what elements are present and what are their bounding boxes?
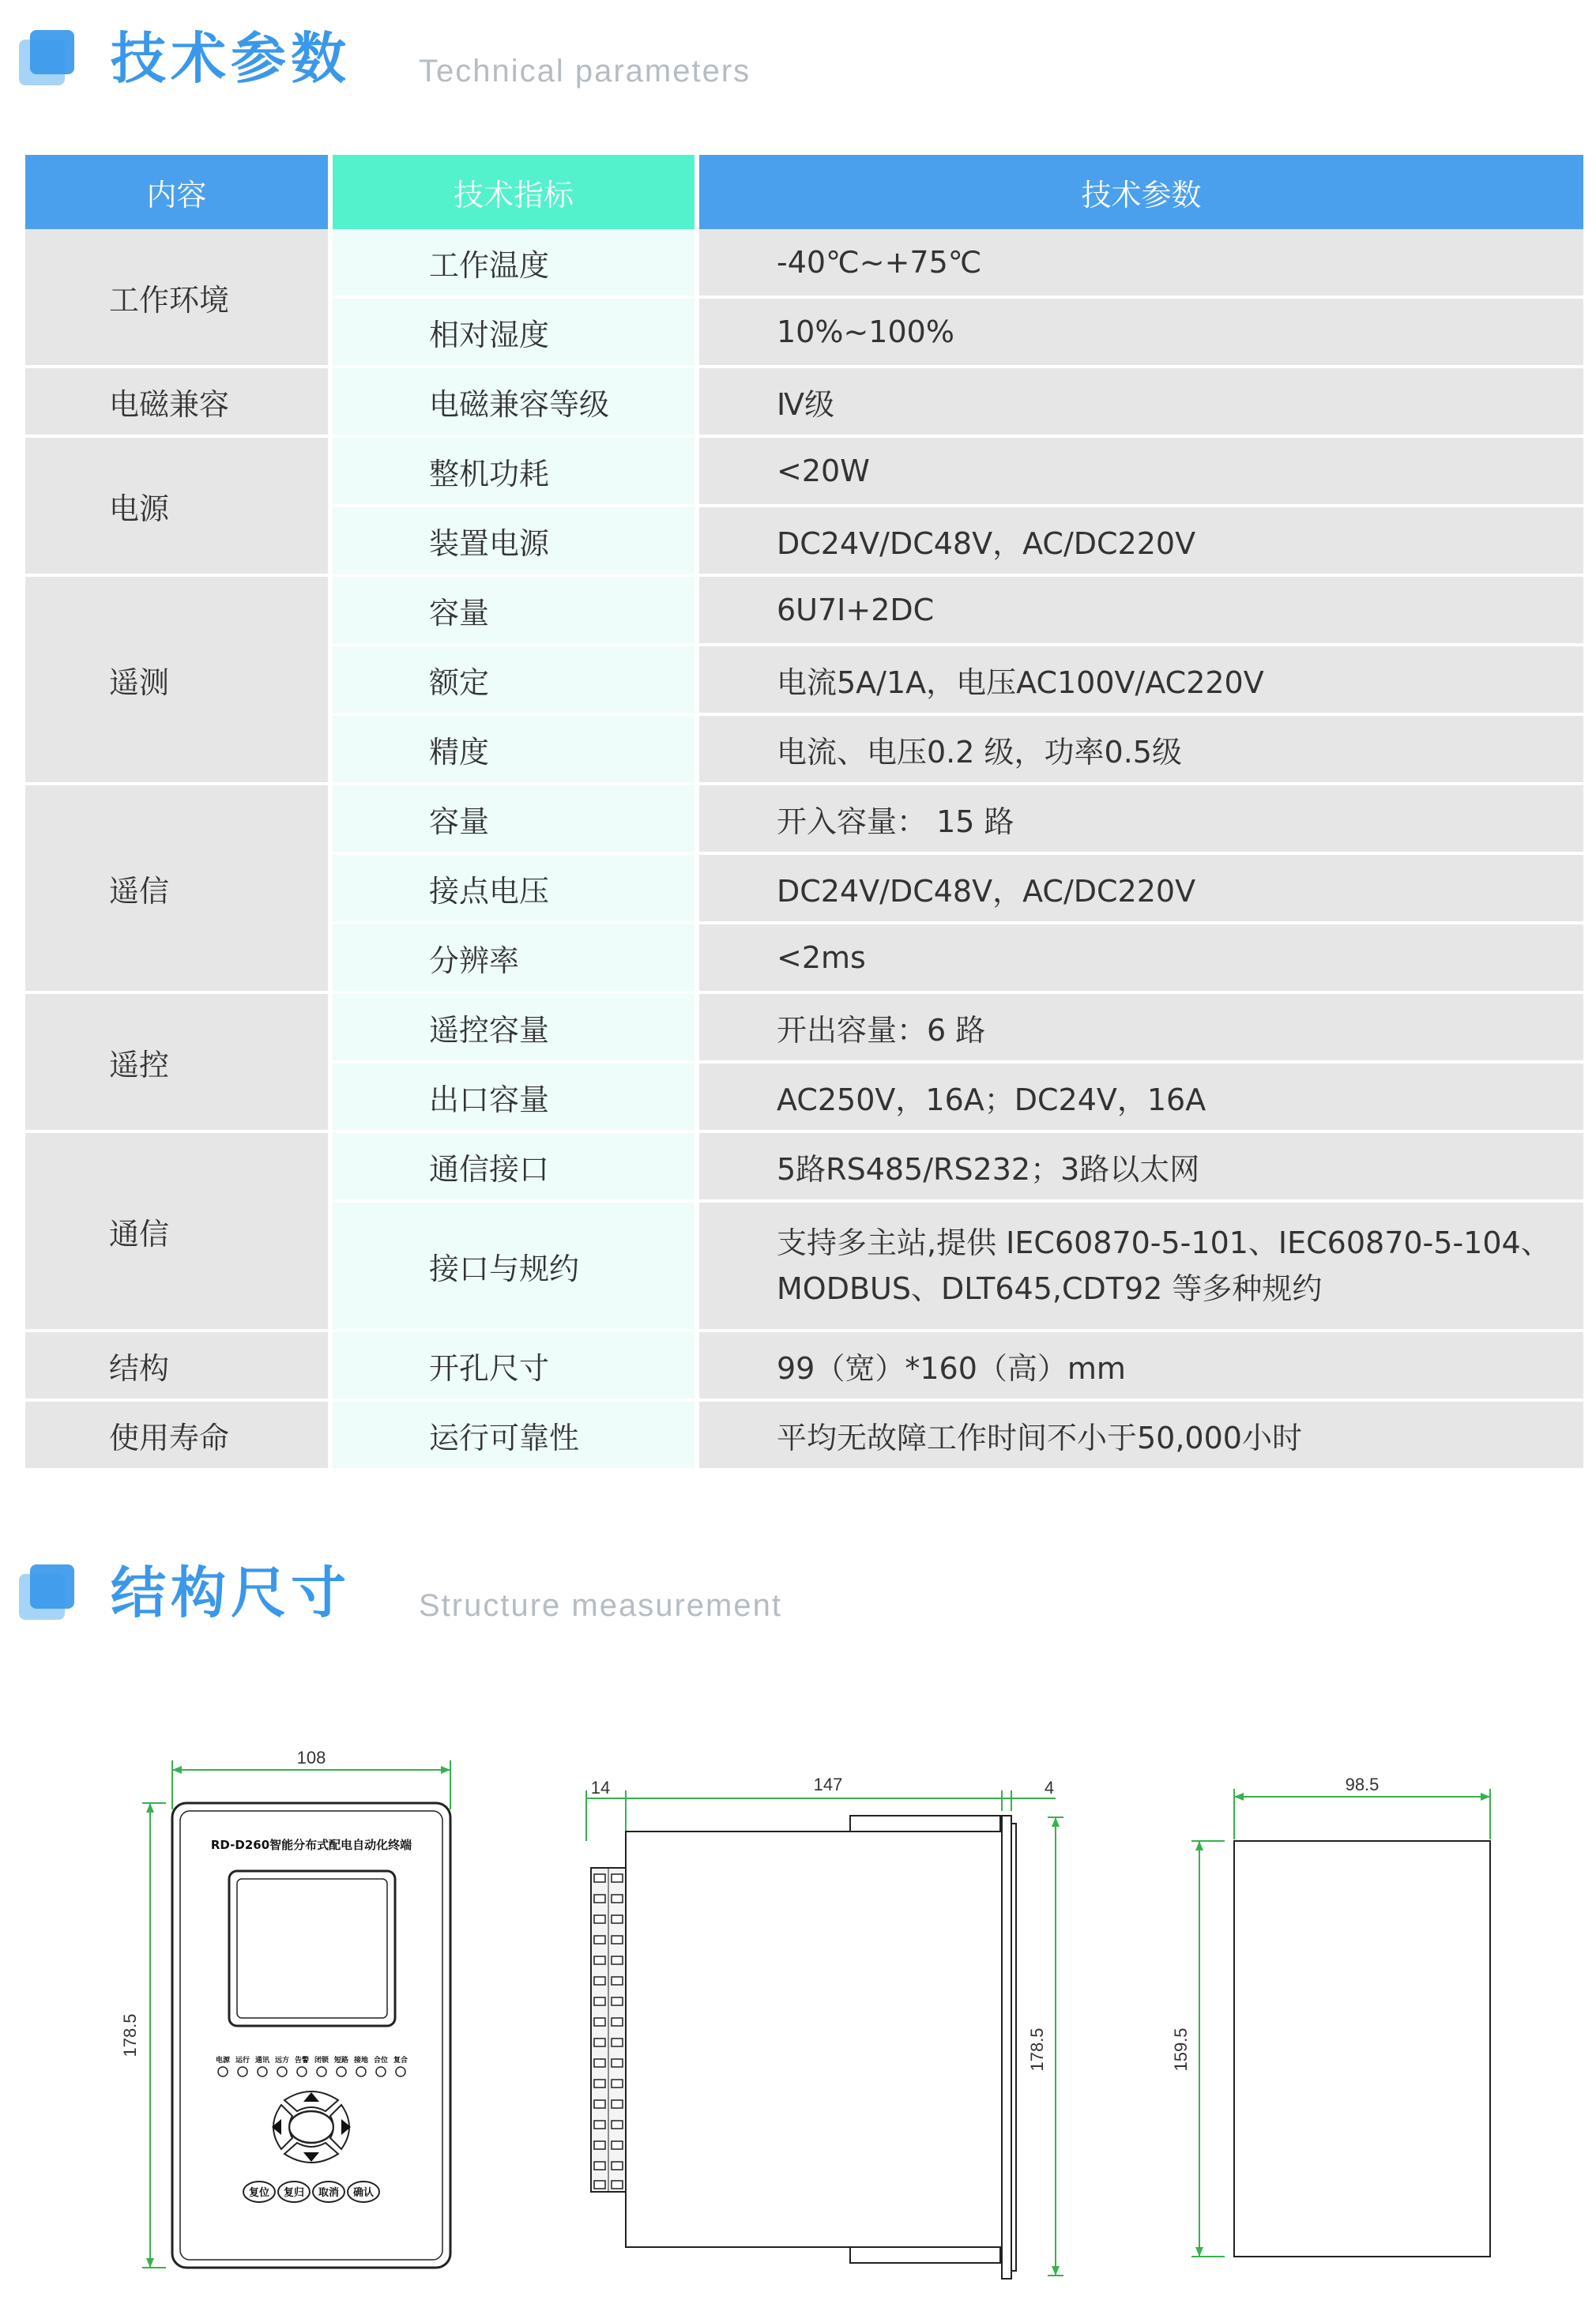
category-cell: 遥信 xyxy=(25,784,330,992)
device-title: RD-D260智能分布式配电自动化终端 xyxy=(210,1838,412,1852)
category-cell: 电源 xyxy=(25,436,330,575)
front-height-label: 178.5 xyxy=(120,2013,140,2057)
indicator-label: 通讯 xyxy=(254,2057,270,2065)
indicator-label: 闭锁 xyxy=(314,2057,329,2065)
cutout-drawing xyxy=(1234,1841,1490,2257)
table-row xyxy=(25,575,1583,645)
value-cell: 开出容量：6 路 xyxy=(697,992,1583,1062)
key-reset-label: 复位 xyxy=(248,2187,270,2199)
category-cell: 遥测 xyxy=(25,575,330,784)
section-structure-header xyxy=(0,1550,1596,1637)
indicator-label: 复合 xyxy=(393,2057,408,2065)
table-row xyxy=(25,784,1583,853)
value-cell: 5路RS485/RS232；3路以太网 xyxy=(697,1131,1583,1201)
header-content: 内容 xyxy=(25,155,330,229)
value-cell: <2ms xyxy=(697,923,1583,992)
section-subtitle: Structure measurement xyxy=(419,1588,782,1623)
value-cell: 10%~100% xyxy=(697,297,1583,367)
key-cancel-label: 取消 xyxy=(318,2187,340,2199)
indicator-cell: 运行可靠性 xyxy=(330,1400,697,1470)
value-cell: 电流5A/1A，电压AC100V/AC220V xyxy=(697,645,1583,714)
indicator-cell: 装置电源 xyxy=(330,506,697,575)
section-square-icon xyxy=(19,30,74,85)
indicator-cell: 整机功耗 xyxy=(330,436,697,506)
cutout-width-label: 98.5 xyxy=(1345,1775,1380,1794)
parameters-table xyxy=(25,155,1583,1471)
structure-drawings xyxy=(0,1722,1596,2301)
indicator-label: 合位 xyxy=(373,2057,389,2065)
indicator-label: 远方 xyxy=(274,2057,290,2065)
value-cell: -40℃~+75℃ xyxy=(697,229,1583,297)
indicator-cell: 通信接口 xyxy=(330,1131,697,1201)
indicator-label: 电源 xyxy=(215,2057,231,2065)
category-cell: 通信 xyxy=(25,1131,330,1331)
indicator-cell: 容量 xyxy=(330,575,697,645)
value-cell: Ⅳ级 xyxy=(697,367,1583,436)
side-left-label: 14 xyxy=(590,1778,611,1798)
category-cell: 结构 xyxy=(25,1331,330,1400)
side-view-drawing xyxy=(591,1816,1016,2279)
header-parameter: 技术参数 xyxy=(697,155,1583,229)
section-square-icon xyxy=(19,1564,74,1620)
indicator-cell: 接口与规约 xyxy=(330,1201,697,1331)
lcd-screen xyxy=(229,1871,395,2026)
table-row xyxy=(25,229,1583,297)
section-technical-parameters-header xyxy=(0,16,1596,103)
value-cell: 6U7I+2DC xyxy=(697,575,1583,645)
side-depth-label: 147 xyxy=(813,1775,843,1794)
table-row xyxy=(25,1131,1583,1201)
key-confirm-label: 确认 xyxy=(352,2187,375,2199)
indicator-cell: 容量 xyxy=(330,784,697,853)
indicator-cell: 电磁兼容等级 xyxy=(330,367,697,436)
indicator-cell: 相对湿度 xyxy=(330,297,697,367)
front-panel-drawing xyxy=(172,1803,450,2268)
structure-drawings-svg xyxy=(0,1722,1596,2301)
table-row xyxy=(25,436,1583,506)
indicator-cell: 工作温度 xyxy=(330,229,697,297)
table-row xyxy=(25,992,1583,1062)
value-cell: 电流、电压0.2 级，功率0.5级 xyxy=(697,714,1583,784)
category-cell: 工作环境 xyxy=(25,229,330,367)
indicator-cell: 分辨率 xyxy=(330,923,697,992)
value-cell: <20W xyxy=(697,436,1583,506)
side-height-label: 178.5 xyxy=(1027,2027,1047,2072)
value-cell: 99（宽）*160（高）mm xyxy=(697,1331,1583,1400)
value-cell: 开入容量： 15 路 xyxy=(697,784,1583,853)
category-cell: 电磁兼容 xyxy=(25,367,330,436)
indicator-cell: 接点电压 xyxy=(330,853,697,923)
section-subtitle: Technical parameters xyxy=(419,54,751,88)
key-return-label: 复归 xyxy=(283,2187,305,2199)
indicator-cell: 遥控容量 xyxy=(330,992,697,1062)
section-title: 技术参数 xyxy=(111,26,351,91)
value-cell: DC24V/DC48V，AC/DC220V xyxy=(697,853,1583,923)
indicator-cell: 额定 xyxy=(330,645,697,714)
table-row xyxy=(25,1400,1583,1470)
category-cell: 遥控 xyxy=(25,992,330,1131)
indicator-cell: 开孔尺寸 xyxy=(330,1331,697,1400)
indicator-cell: 出口容量 xyxy=(330,1062,697,1131)
cutout-height-label: 159.5 xyxy=(1171,2027,1191,2072)
value-cell: 支持多主站,提供 IEC60870-5-101、IEC60870-5-104、MODBUS、DLT645,CDT92 等多种规约 xyxy=(697,1201,1583,1331)
indicator-label: 短路 xyxy=(333,2057,349,2065)
value-cell: 平均无故障工作时间不小于50,000小时 xyxy=(697,1400,1583,1470)
indicator-label: 告警 xyxy=(294,2057,310,2065)
table-row xyxy=(25,367,1583,436)
indicator-label: 运行 xyxy=(235,2057,250,2065)
category-cell: 使用寿命 xyxy=(25,1400,330,1470)
front-width-label: 108 xyxy=(296,1748,326,1768)
value-cell: DC24V/DC48V，AC/DC220V xyxy=(697,506,1583,575)
header-indicator: 技术指标 xyxy=(330,155,697,229)
value-cell: AC250V，16A；DC24V，16A xyxy=(697,1062,1583,1131)
section-title: 结构尺寸 xyxy=(111,1560,351,1625)
indicator-cell: 精度 xyxy=(330,714,697,784)
table-header-row xyxy=(25,155,1583,229)
table-row xyxy=(25,1331,1583,1400)
indicator-label: 接地 xyxy=(353,2057,369,2065)
side-right-label: 4 xyxy=(1044,1778,1055,1798)
